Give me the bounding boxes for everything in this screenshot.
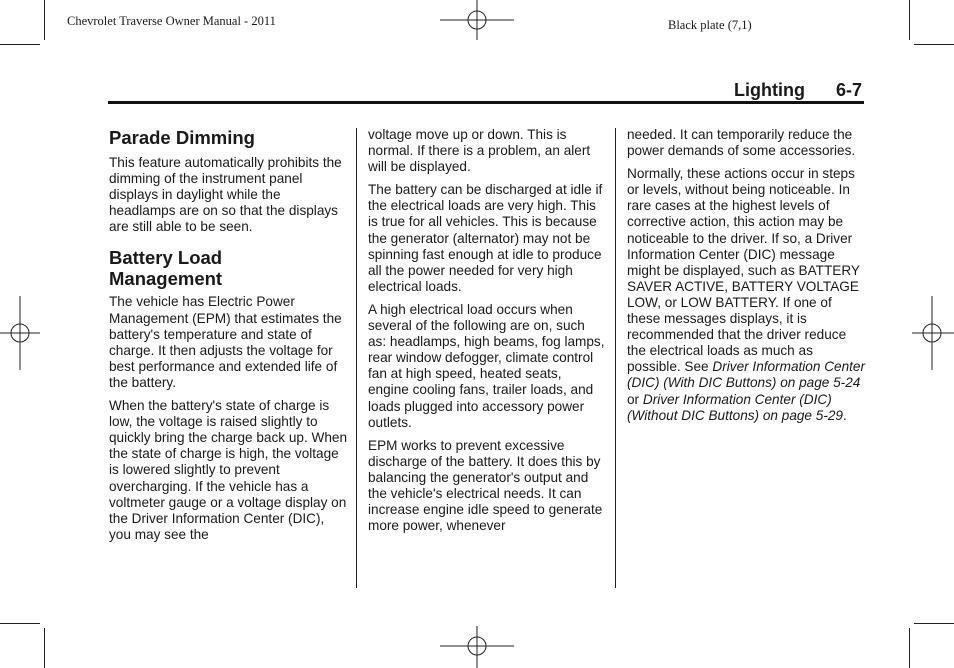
heading-line: Management [109, 268, 223, 290]
paragraph: EPM works to prevent excessive discharge of the battery. It does this by balancing the generator's output and the vehicle's electrical needs. It can increase engine idle speed to generate more power, whenever [368, 437, 603, 534]
connector-text: or [627, 391, 643, 407]
paragraph: needed. It can temporarily reduce the power demands of some accessories. [627, 127, 856, 159]
sentence-end: . [842, 407, 847, 423]
registration-mark-left-icon [0, 296, 40, 370]
crop-mark-bottom-right-h [914, 623, 954, 624]
registration-mark-right-icon [912, 296, 954, 370]
paragraph: The battery can be discharged at idle if the electrical loads are very high. This is true for all vehicles. This is because the generator (alternator) may not be spinning fast enough at idle to produce all the power needed for very high electrical loads. [368, 182, 603, 294]
paragraph-text: Normally, these actions occur in steps or levels, without being noticeable. In rare cases at the highest levels of corrective action, this action may be noticeable to the driver. If so, a Driver Information Center (DIC) message might be displayed, such as BATTERY SAVER ACTIVE, BATTERY VOLTAGE LOW, or LOW BATTERY. If one of these messages displays, it is recommended that the driver reduce the electrical loads as much as possible. See [627, 166, 860, 375]
plate-label: Black plate (7,1) [668, 18, 752, 32]
column-2 [368, 127, 606, 541]
manual-title: Chevrolet Traverse Owner Manual - 2011 [67, 14, 276, 28]
paragraph: This feature automatically prohibits the dimming of the instrument panel displays in daylight while the headlamps are on so that the displays are still able to be seen. [109, 155, 342, 235]
column-3 [627, 127, 865, 431]
column-1 [109, 127, 349, 550]
crop-mark-top-right-h [914, 44, 954, 45]
crop-mark-bottom-left-v [44, 628, 45, 668]
registration-mark-bottom-icon [440, 626, 514, 668]
header-rule [108, 101, 864, 104]
column-divider-2 [615, 128, 616, 588]
paragraph: The vehicle has Electric Power Management (EPM) that estimates the battery's temperature and state of charge. It then adjusts the voltage for best performance and extended life of the battery. [109, 294, 342, 390]
paragraph: A high electrical load occurs when several of the following are on, such as: headlamps, high beams, fog lamps, rear window defogger, climate control fan at high speed, heated seats, engine cooling fans, trailer loads, and loads plugged into accessory power outlets. [368, 301, 605, 430]
crop-mark-top-left-h [0, 44, 40, 45]
page-number: 6-7 [836, 80, 863, 100]
heading-parade-dimming: Parade Dimming [109, 127, 255, 148]
registration-mark-top-icon [440, 0, 514, 44]
paragraph: When the battery's state of charge is low, the voltage is raised slightly to quickly bring the charge back up. When the state of charge is high, the voltage is lowered slightly to prevent overcharging. If the vehicle has a voltmeter gauge or a voltage display on the Driver Information Center (DIC), you may see the [109, 398, 348, 542]
crop-mark-bottom-right-v [909, 628, 910, 668]
section-title: Lighting [734, 80, 805, 100]
cross-reference-link[interactable]: Driver Information Center (DIC) (Without DIC Buttons) on page 5-29 [627, 391, 843, 423]
cross-reference-link[interactable]: Driver Information Center (DIC) (With DIC Buttons) on page 5-24 [627, 359, 866, 391]
crop-mark-bottom-left-h [0, 623, 40, 624]
paragraph: voltage move up or down. This is normal. If there is a problem, an alert will be displayed. [368, 127, 591, 175]
column-divider-1 [356, 128, 357, 588]
crop-mark-top-right-v [909, 0, 910, 40]
heading-battery-load-management [109, 247, 349, 289]
paragraph [627, 166, 865, 424]
heading-line: Battery Load [109, 247, 223, 269]
crop-mark-top-left-v [44, 0, 45, 40]
